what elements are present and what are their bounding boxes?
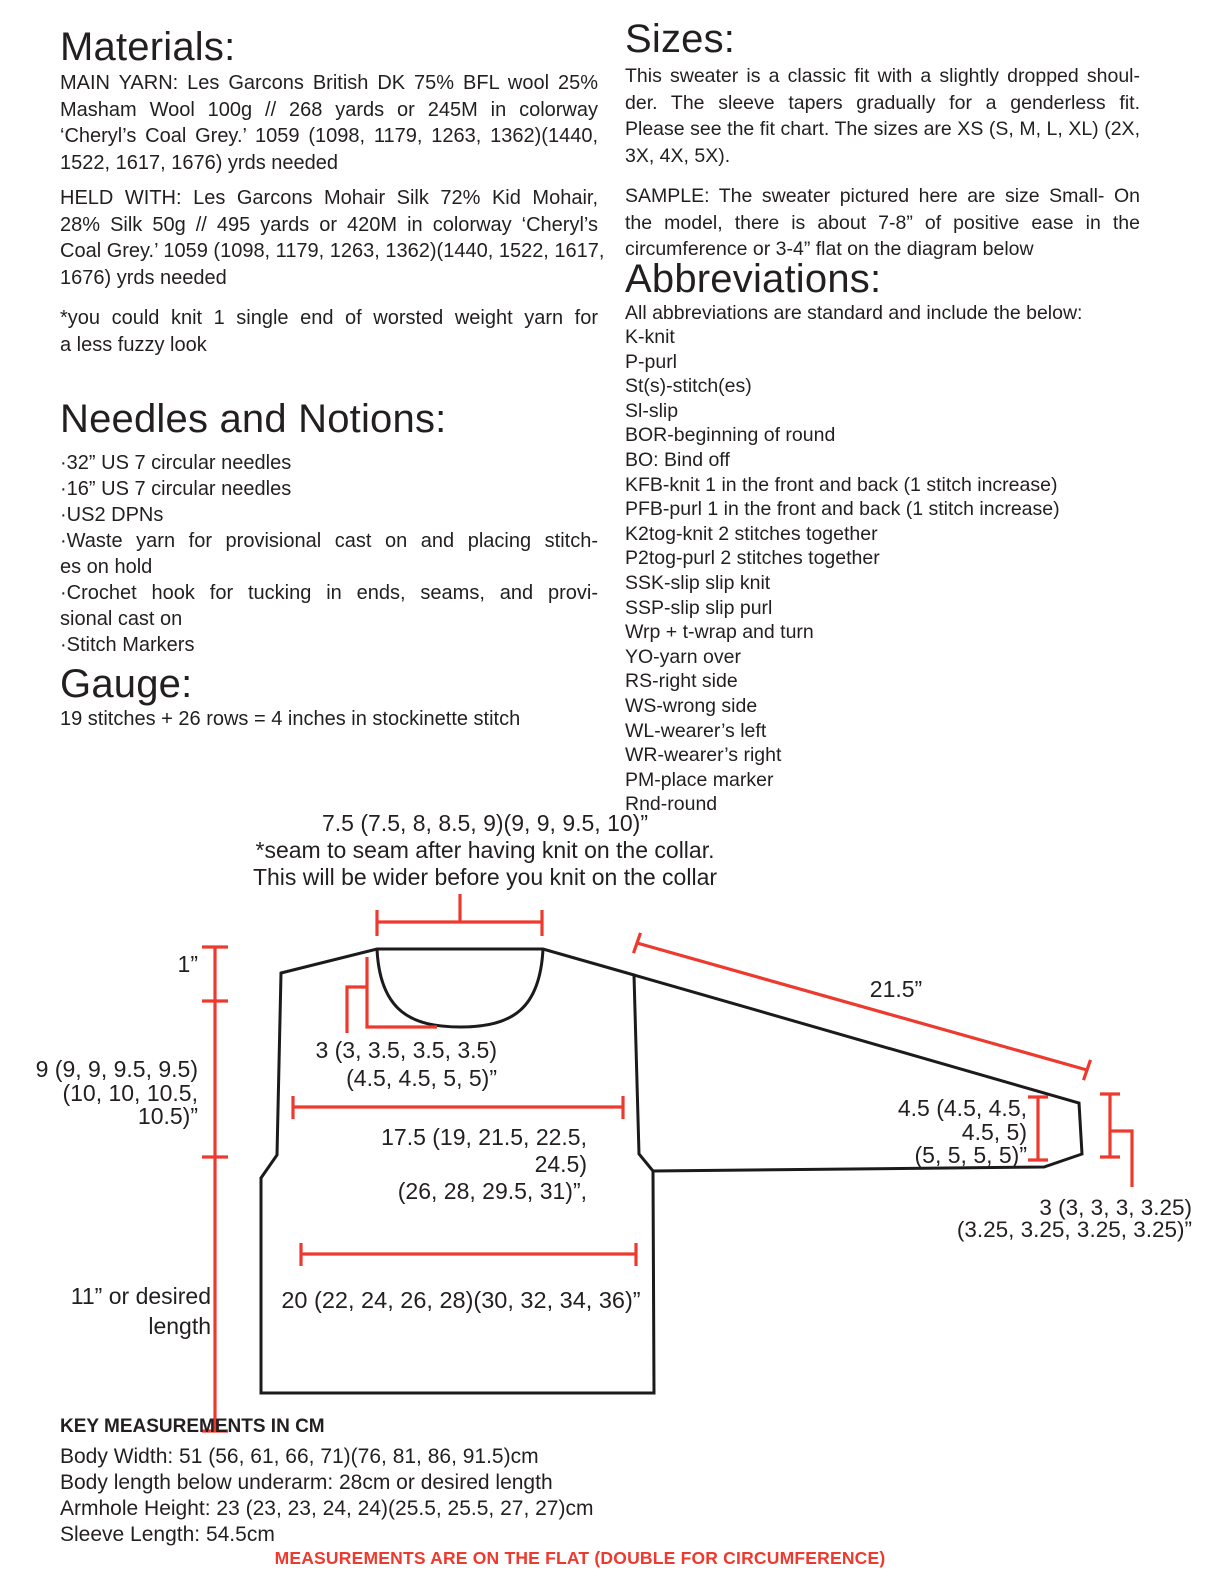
- abbreviation-item: K-knit: [625, 326, 675, 349]
- sizes-heading: Sizes:: [625, 17, 736, 61]
- materials-heading: Materials:: [60, 25, 236, 69]
- neckline-curve: [377, 949, 543, 1027]
- armhole-line: [634, 975, 653, 1171]
- cuff-rib-label: [955, 1197, 1192, 1241]
- chest-width-measure: [293, 1096, 623, 1119]
- collar-note-line1: *seam to seam after having knit on the collar.: [255, 837, 715, 863]
- text-line: ·Waste yarn for provisional cast on and placing stitch-: [60, 530, 598, 552]
- abbreviation-item: BOR-beginning of round: [625, 424, 836, 447]
- body-length-line2: length: [148, 1313, 211, 1339]
- key-measurements-heading: KEY MEASUREMENTS IN CM: [60, 1416, 325, 1437]
- abbreviation-item: St(s)-stitch(es): [625, 375, 752, 398]
- cuff-rib-line1: 3 (3, 3, 3, 3.25): [1039, 1195, 1192, 1220]
- body-height-measure: [202, 947, 228, 1431]
- armhole-depth-line2: (10, 10, 10.5, 10.5)”: [62, 1079, 198, 1129]
- abbreviation-item: BO: Bind off: [625, 449, 730, 472]
- abbreviation-item: Rnd-round: [625, 793, 718, 816]
- neck-depth-line1: 3 (3, 3.5, 3.5, 3.5): [315, 1037, 497, 1063]
- key-measurement-line: Armhole Height: 23 (23, 23, 24, 24)(25.5, 25.5, 27, 27)cm: [60, 1497, 594, 1520]
- gauge-text: 19 stitches + 26 rows = 4 inches in stockinette stitch: [60, 708, 521, 730]
- hem-width-measure: [301, 1243, 636, 1266]
- neck-depth-line2: (4.5, 4.5, 5, 5)”: [346, 1064, 497, 1091]
- materials-main-yarn-paragraph: [60, 70, 598, 176]
- abbreviation-item: K2tog-knit 2 stitches together: [625, 522, 878, 545]
- collar-note-line2: This will be wider before you knit on the collar: [252, 864, 718, 890]
- chest-width-line2: (26, 28, 29.5, 31)”,: [397, 1178, 587, 1204]
- collar-width-measure: [377, 894, 542, 936]
- abbreviation-item: Sl-slip: [625, 399, 679, 422]
- text-line: HELD WITH: Les Garcons Mohair Silk 72% Kid Mohair,: [60, 187, 598, 209]
- cuff-width-line2: (5, 5, 5, 5)”: [914, 1142, 1027, 1168]
- abbreviations-heading: Abbreviations:: [625, 256, 882, 301]
- flat-measurement-note: MEASUREMENTS ARE ON THE FLAT (DOUBLE FOR CIRCUMFERENCE): [274, 1548, 886, 1568]
- text-line: der. The sleeve tapers gradually for a genderless fit.: [625, 91, 1140, 114]
- gauge-heading: Gauge:: [60, 662, 193, 706]
- cuff-rib-measure: [1100, 1094, 1132, 1187]
- text-line: Masham Wool 100g // 268 yards or 245M in colorway: [60, 98, 598, 121]
- list-item: ·32” US 7 circular needles: [60, 452, 292, 474]
- abbreviation-item: PFB-purl 1 in the front and back (1 stitch increase): [625, 498, 1060, 521]
- key-measurements-lines: [60, 1444, 593, 1548]
- list-item: [60, 580, 598, 632]
- sizes-sample-paragraph: [625, 183, 1140, 263]
- sizes-fit-paragraph: [625, 63, 1140, 169]
- armhole-depth-label: [20, 1058, 198, 1129]
- needles-notions-list: [60, 450, 598, 658]
- collar-measure-label: [225, 810, 745, 891]
- abbreviation-item: WS-wrong side: [625, 695, 758, 717]
- text-line: ‘Cheryl’s Coal Grey.’ 1059 (1098, 1179, 1263, 1362)(1440,: [60, 125, 598, 147]
- cuff-width-label: [860, 1097, 1027, 1168]
- sleeve-length-label: 21.5”: [869, 976, 923, 1002]
- key-measurement-line: Body length below underarm: 28cm or desired length: [60, 1471, 553, 1494]
- sleeve-length-measure: [634, 933, 1091, 1080]
- text-line: SAMPLE: The sweater pictured here are size Small- On: [625, 185, 1140, 207]
- chest-width-label: [337, 1124, 587, 1205]
- neck-depth-measure: [347, 957, 437, 1033]
- text-line: Please see the fit chart. The sizes are XS (S, M, L, XL) (2X,: [625, 118, 1140, 140]
- abbreviation-item: WR-wearer’s right: [625, 744, 782, 767]
- text-line: ·Crochet hook for tucking in ends, seams, and provi-: [60, 582, 598, 604]
- chest-width-line1: 17.5 (19, 21.5, 22.5, 24.5): [381, 1124, 587, 1177]
- abbreviation-item: WL-wearer’s left: [625, 719, 767, 742]
- list-item: ·Stitch Markers: [60, 634, 195, 656]
- collar-height-label: 1”: [177, 951, 198, 977]
- neck-depth-label: [297, 1037, 497, 1092]
- abbreviations-intro: All abbreviations are standard and include the below:: [625, 301, 1083, 324]
- text-line: 1676) yrds needed: [60, 266, 227, 289]
- text-line: sional cast on: [60, 608, 183, 630]
- cuff-width-measure: [1028, 1097, 1048, 1160]
- list-item: [60, 528, 598, 580]
- key-measurement-line: Sleeve Length: 54.5cm: [60, 1523, 275, 1546]
- abbreviation-item: SSK-slip slip knit: [625, 572, 771, 595]
- list-item: ·US2 DPNs: [60, 504, 164, 526]
- abbreviation-item: KFB-knit 1 in the front and back (1 stitch increase): [625, 473, 1058, 496]
- body-length-line1: 11” or desired: [70, 1283, 211, 1309]
- key-measurement-line: Body Width: 51 (56, 61, 66, 71)(76, 81, 86, 91.5)cm: [60, 1445, 539, 1468]
- abbreviation-item: YO-yarn over: [625, 645, 741, 668]
- text-line: *you could knit 1 single end of worsted weight yarn for: [60, 307, 598, 329]
- text-line: es on hold: [60, 556, 153, 578]
- hem-width-label: 20 (22, 24, 26, 28)(30, 32, 34, 36)”: [281, 1287, 641, 1313]
- abbreviation-item: PM-place marker: [625, 768, 774, 791]
- armhole-depth-line1: 9 (9, 9, 9.5, 9.5): [35, 1056, 198, 1082]
- left-column: [60, 25, 605, 733]
- cuff-width-line1: 4.5 (4.5, 4.5, 4.5, 5): [897, 1095, 1027, 1145]
- text-line: 1522, 1617, 1676) yrds needed: [60, 151, 338, 174]
- text-line: circumference or 3-4” flat on the diagram below: [625, 238, 1034, 260]
- right-column: [625, 19, 1140, 817]
- abbreviation-item: SSP-slip slip purl: [625, 596, 773, 619]
- cuff-rib-line2: (3.25, 3.25, 3.25, 3.25)”: [956, 1217, 1192, 1242]
- body-length-label: [59, 1281, 211, 1341]
- abbreviation-item: Wrp + t-wrap and turn: [625, 621, 814, 644]
- list-item: ·16” US 7 circular needles: [60, 478, 292, 500]
- abbreviations-list: [625, 301, 1140, 817]
- text-line: MAIN YARN: Les Garcons British DK 75% BFL wool 25%: [60, 72, 598, 94]
- text-line: a less fuzzy look: [60, 333, 207, 356]
- text-line: 3X, 4X, 5X).: [625, 144, 731, 167]
- key-measurements-section: [60, 1416, 593, 1548]
- needles-notions-heading: Needles and Notions:: [60, 397, 447, 441]
- abbreviation-item: P-purl: [625, 350, 678, 373]
- abbreviation-item: RS-right side: [625, 670, 738, 693]
- abbreviation-item: P2tog-purl 2 stitches together: [625, 547, 880, 570]
- text-line: This sweater is a classic fit with a slightly dropped shoul-: [625, 65, 1140, 87]
- text-line: 28% Silk 50g // 495 yards or 420M in colorway ‘Cheryl’s: [60, 213, 598, 236]
- materials-held-with-paragraph: [60, 185, 605, 291]
- text-line: the model, there is about 7-8” of positive ease in the: [625, 211, 1140, 234]
- collar-width-value: 7.5 (7.5, 8, 8.5, 9)(9, 9, 9.5, 10)”: [321, 810, 648, 836]
- text-line: Coal Grey.’ 1059 (1098, 1179, 1263, 1362)(1440, 1522, 1617,: [60, 240, 605, 262]
- materials-note-paragraph: [60, 305, 598, 358]
